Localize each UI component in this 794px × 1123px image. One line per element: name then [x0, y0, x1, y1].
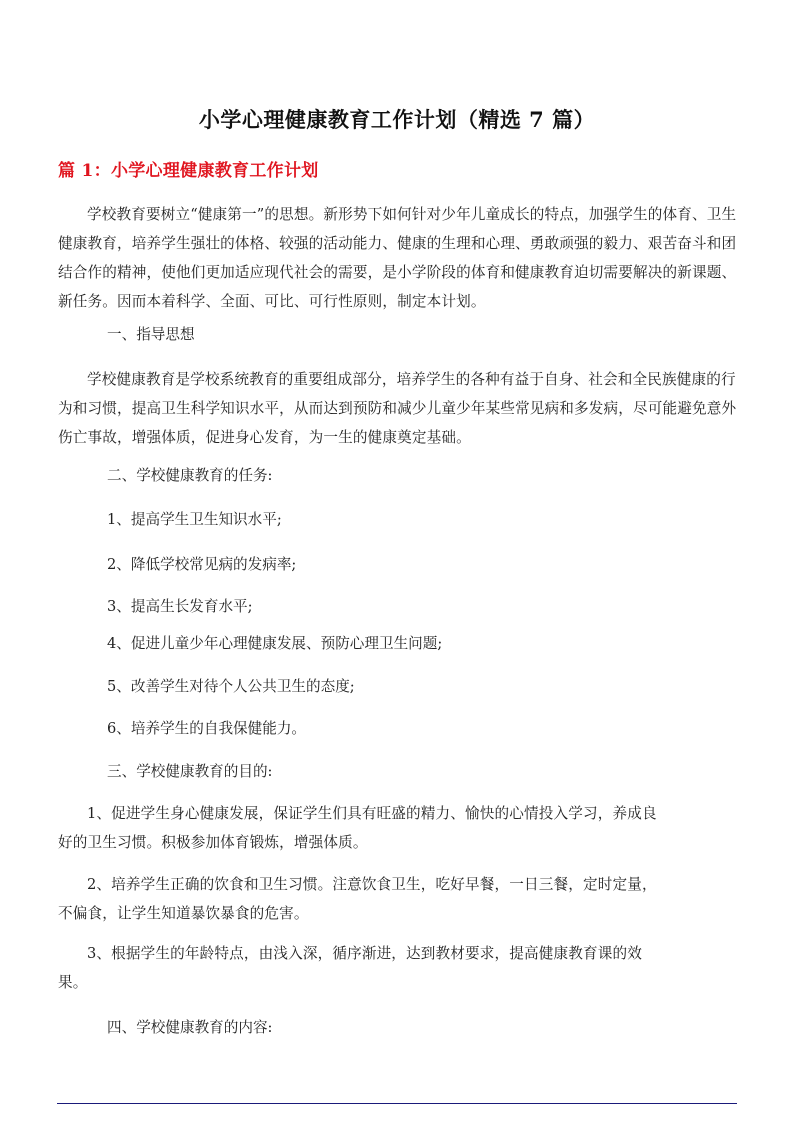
footer-rule: [57, 1103, 737, 1104]
part1-heading: 一、指导思想: [107, 326, 195, 343]
goal-item: 3、根据学生的年龄特点，由浅入深，循序渐进，达到教材要求，提高健康教育课的效果。: [58, 945, 642, 991]
goal-item: 2、培养学生正确的饮食和卫生习惯。注意饮食卫生，吃好早餐，一日三餐，定时定量，不偏食，让学生知道暴饮暴食的危害。: [58, 876, 657, 922]
document-title: 小学心理健康教育工作计划（精选 7 篇）: [198, 107, 596, 132]
section-heading: 篇 1：小学心理健康教育工作计划: [58, 161, 319, 181]
task-item: 6、培养学生的自我保健能力。: [107, 720, 307, 737]
part3-heading: 三、学校健康教育的目的:: [107, 763, 273, 780]
task-item: 1、提高学生卫生知识水平;: [107, 511, 282, 528]
task-item: 4、促进儿童少年心理健康发展、预防心理卫生问题;: [107, 635, 443, 652]
task-item: 2、降低学校常见病的发病率;: [107, 556, 297, 573]
part1-paragraph: 学校健康教育是学校系统教育的重要组成部分，培养学生的各种有益于自身、社会和全民族健康的行为和习惯，提高卫生科学知识水平，从而达到预防和减少儿童少年某些常见病和多发病，尽可能避免意外伤亡事故，增强体质，促进身心发育，为一生的健康奠定基础。: [58, 371, 737, 446]
task-item: 3、提高生长发育水平;: [107, 598, 253, 615]
part2-heading: 二、学校健康教育的任务:: [107, 467, 273, 484]
goal-item: 1、促进学生身心健康发展，保证学生们具有旺盛的精力、愉快的心情投入学习，养成良好的卫生习惯。积极参加体育锻炼，增强体质。: [58, 805, 657, 851]
part4-heading: 四、学校健康教育的内容:: [107, 1019, 273, 1036]
intro-paragraph: 学校教育要树立“健康第一”的思想。新形势下如何针对少年儿童成长的特点，加强学生的体育、卫生健康教育，培养学生强壮的体格、较强的活动能力、健康的生理和心理、勇敢顽强的毅力、艰苦奋斗和团结合作的精神，使他们更加适应现代社会的需要，是小学阶段的体育和健康教育迫切需要解决的新课题、新任务。因而本着科学、全面、可比、可行性原则，制定本计划。: [58, 206, 737, 310]
task-item: 5、改善学生对待个人公共卫生的态度;: [107, 678, 355, 695]
